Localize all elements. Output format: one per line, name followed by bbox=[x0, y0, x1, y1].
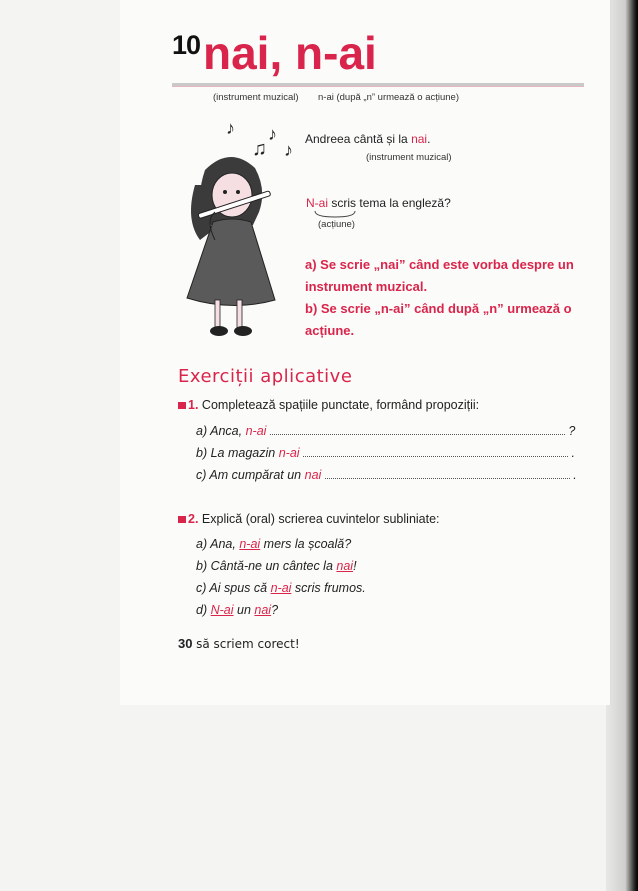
item-text: ! bbox=[353, 559, 357, 573]
item-lead: b) La magazin bbox=[196, 446, 276, 460]
item-word: n-ai bbox=[278, 446, 300, 460]
exercise-1-item-b bbox=[196, 446, 575, 460]
item-text: scris frumos. bbox=[294, 581, 366, 595]
example1-note: (instrument muzical) bbox=[366, 152, 452, 163]
exercise-1-item-a bbox=[196, 424, 575, 438]
item-text: c) Ai spus că bbox=[196, 581, 268, 595]
exercise-2-item-c bbox=[196, 581, 366, 595]
item-text: un bbox=[237, 603, 251, 617]
exercise-2-item-a bbox=[196, 537, 351, 551]
exercise-1-text: Completează spațiile punctate, formând propoziții: bbox=[201, 398, 480, 412]
example-sentence-2 bbox=[306, 196, 451, 210]
item-text: d) bbox=[196, 603, 208, 617]
exercise-2-text: Explică (oral) scrierea cuvintelor subliniate: bbox=[201, 512, 440, 526]
exercise-1-number: 1. bbox=[188, 398, 199, 412]
music-notes-icon: ♫ bbox=[252, 138, 267, 160]
exercise-2-number: 2. bbox=[188, 512, 199, 526]
item-lead: c) Am cumpărat un bbox=[196, 468, 302, 482]
exercise-2-item-b bbox=[196, 559, 357, 573]
page-number: 30 bbox=[178, 636, 193, 651]
underlined-word: N-ai bbox=[210, 603, 234, 617]
item-end: . bbox=[573, 468, 577, 482]
example2-text: scris tema la engleză? bbox=[331, 196, 451, 210]
rule-a: a) Se scrie „nai” când este vorba despre un instrument muzical. bbox=[305, 257, 574, 294]
lesson-title: nai, n-ai bbox=[203, 27, 377, 79]
title-underline-accent bbox=[172, 86, 584, 87]
fill-in-blank[interactable] bbox=[303, 446, 568, 457]
item-word: n-ai bbox=[245, 424, 267, 438]
subtitle-action: n-ai (după „n” urmează o acțiune) bbox=[318, 92, 459, 103]
page-footer bbox=[178, 636, 300, 651]
example1-word: nai bbox=[411, 132, 428, 146]
exercise-1-instruction bbox=[178, 398, 479, 412]
music-note-icon: ♪ bbox=[284, 140, 293, 160]
fill-in-blank[interactable] bbox=[325, 468, 570, 479]
fill-in-blank[interactable] bbox=[270, 424, 565, 435]
example1-end: . bbox=[427, 132, 431, 146]
underlined-word: n-ai bbox=[270, 581, 292, 595]
example2-note: (acțiune) bbox=[318, 219, 355, 230]
item-end: ? bbox=[568, 424, 576, 438]
underlined-word: nai bbox=[254, 603, 272, 617]
music-note-icon: ♪ bbox=[268, 124, 277, 144]
example1-text: Andreea cântă și la bbox=[305, 132, 408, 146]
book-page bbox=[120, 0, 610, 705]
example2-word: N-ai bbox=[306, 196, 329, 210]
music-note-icon: ♪ bbox=[226, 118, 235, 138]
item-lead: a) Anca, bbox=[196, 424, 243, 438]
item-text: a) Ana, bbox=[196, 537, 236, 551]
exercise-2-item-d bbox=[196, 603, 278, 617]
girl-playing-flute-illustration bbox=[175, 150, 290, 345]
example-sentence-1 bbox=[305, 132, 430, 146]
item-text: ? bbox=[271, 603, 279, 617]
exercise-1-item-c bbox=[196, 468, 577, 482]
square-bullet-icon bbox=[178, 402, 186, 409]
underlined-word: n-ai bbox=[239, 537, 261, 551]
underlined-word: nai bbox=[336, 559, 354, 573]
item-text: b) Cântă-ne un cântec la bbox=[196, 559, 333, 573]
page-edge-shadow bbox=[606, 0, 638, 891]
section-title: Exerciții aplicative bbox=[178, 366, 353, 387]
subtitle-instrument: (instrument muzical) bbox=[213, 92, 299, 103]
footer-text: să scriem corect! bbox=[196, 637, 300, 651]
item-word: nai bbox=[304, 468, 322, 482]
item-end: . bbox=[571, 446, 575, 460]
lesson-number: 10 bbox=[172, 30, 201, 60]
item-text: mers la școală? bbox=[263, 537, 352, 551]
exercise-2-instruction bbox=[178, 512, 440, 526]
square-bullet-icon bbox=[178, 516, 186, 523]
rule-b: b) Se scrie „n-ai” când după „n” urmează o acțiune. bbox=[305, 301, 572, 338]
